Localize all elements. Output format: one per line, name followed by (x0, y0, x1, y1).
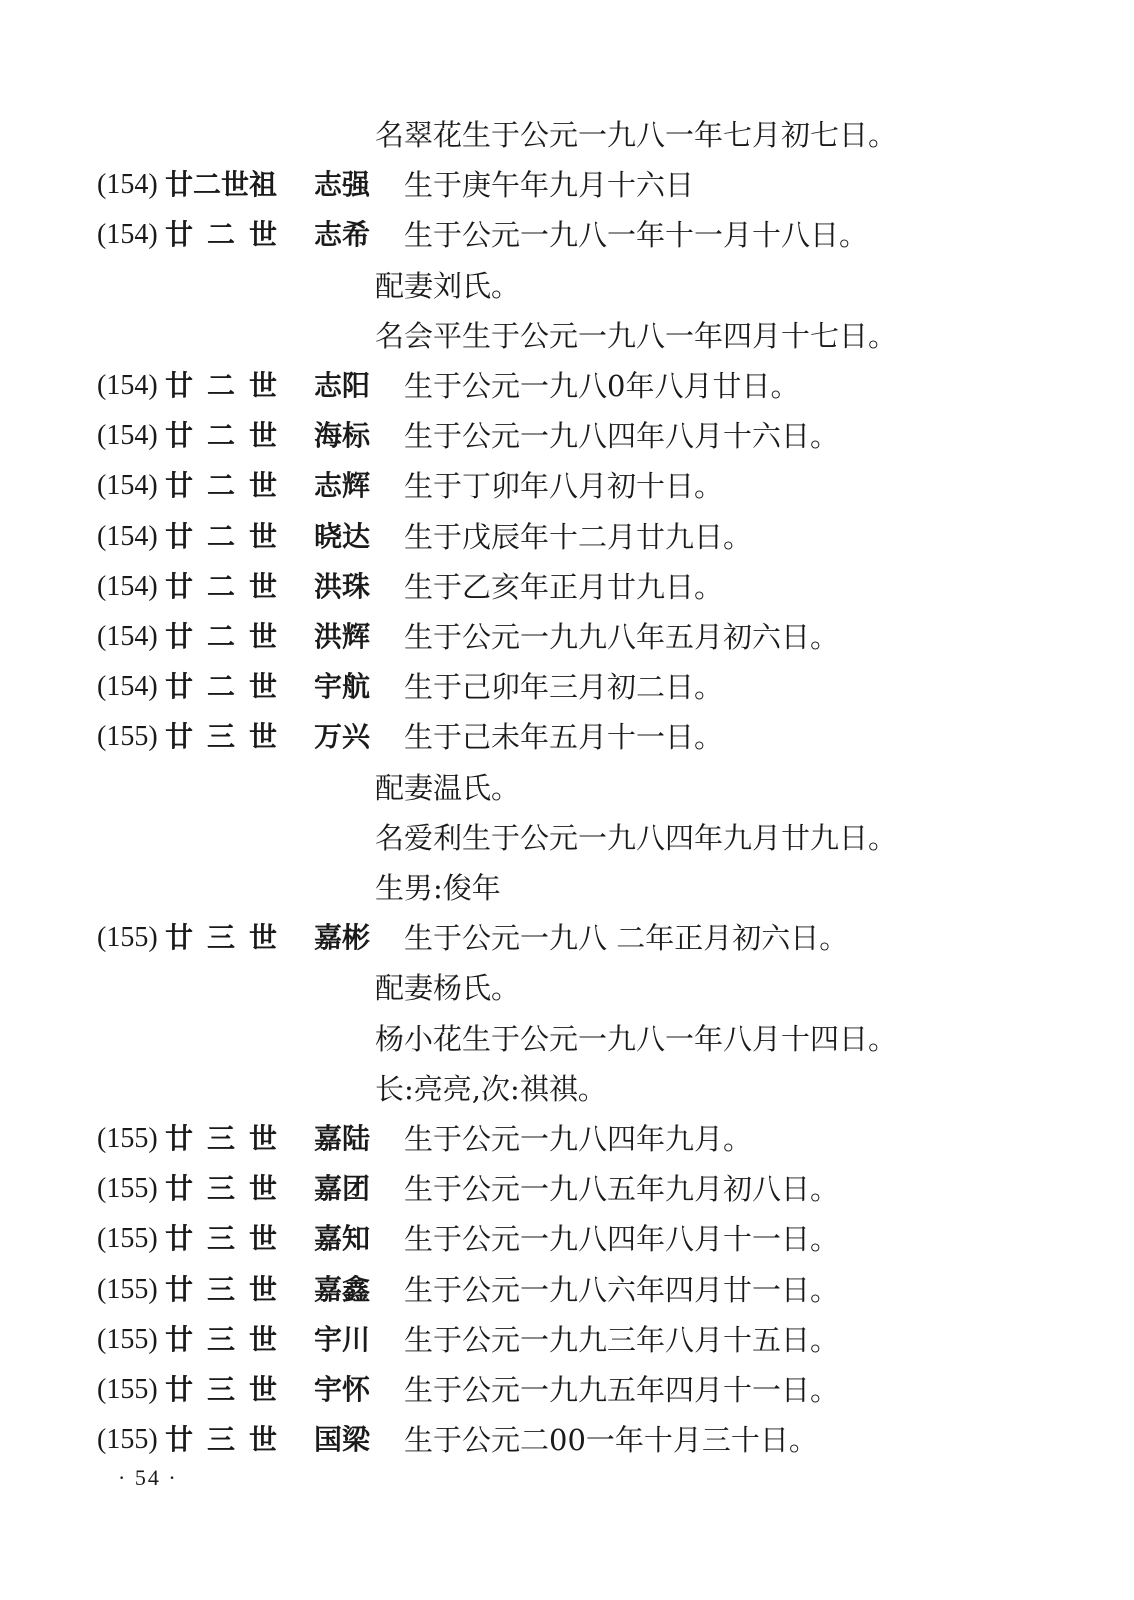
entry-name: 志强 (314, 168, 371, 202)
entry-name: 志希 (314, 218, 371, 252)
continuation-line (0, 261, 1134, 311)
entry-number: (155) (97, 1223, 158, 1255)
genealogy-entry (0, 1365, 1134, 1415)
entry-name: 宇怀 (314, 1373, 371, 1406)
entry-name: 洪珠 (314, 569, 371, 603)
continuation-text: 配妻温氏。 (375, 770, 521, 805)
entry-description: 生于公元一九九三年八月十五日。 (404, 1322, 840, 1357)
entry-name: 海标 (314, 419, 371, 453)
genealogy-entry (0, 1114, 1134, 1164)
entry-number: (154) (97, 520, 158, 552)
entry-description: 生于公元二00一年十月三十日。 (404, 1423, 818, 1458)
entry-name: 宇川 (314, 1322, 371, 1356)
continuation-line (0, 1064, 1134, 1114)
entry-generation: 廿二世 (165, 569, 292, 603)
genealogy-entry (0, 361, 1134, 411)
entry-generation: 廿三世 (165, 921, 292, 955)
entry-generation: 廿二世 (165, 419, 292, 453)
genealogy-entry (0, 210, 1134, 260)
entry-name: 洪辉 (314, 620, 371, 653)
continuation-line (0, 863, 1134, 913)
entry-description: 生于公元一九八四年九月。 (404, 1122, 753, 1156)
entry-generation: 廿三世 (165, 1122, 292, 1155)
entry-description: 生于公元一九八五年九月初八日。 (404, 1172, 840, 1207)
entry-generation: 廿二世 (165, 620, 292, 653)
entry-description: 生于公元一九八0年八月廿日。 (404, 369, 800, 403)
continuation-text: 长:亮亮,次:祺祺。 (375, 1071, 607, 1106)
entry-generation: 廿二世 (165, 369, 292, 402)
genealogy-entry (0, 1164, 1134, 1214)
continuation-text: 杨小花生于公元一九八一年八月十四日。 (375, 1021, 898, 1056)
entry-description: 生于公元一九九五年四月十一日。 (404, 1373, 840, 1407)
entry-number: (154) (97, 219, 158, 251)
page-number: · 54 · (118, 1465, 178, 1490)
entry-number: (154) (97, 420, 158, 452)
genealogy-entry (0, 1415, 1134, 1465)
entry-description: 生于庚午年九月十六日 (404, 168, 695, 203)
entry-number: (154) (97, 570, 158, 602)
genealogy-entry (0, 411, 1134, 461)
entry-number: (155) (97, 1374, 158, 1405)
genealogy-entry (0, 461, 1134, 511)
entry-description: 生于公元一九九八年五月初六日。 (404, 620, 840, 654)
entry-description: 生于公元一九八 二年正月初六日。 (404, 921, 849, 956)
entry-name: 嘉陆 (314, 1122, 371, 1155)
entry-name: 志辉 (314, 469, 371, 503)
entry-number: (155) (97, 1323, 158, 1355)
continuation-line (0, 1014, 1134, 1064)
entry-generation: 廿三世 (165, 1423, 292, 1457)
genealogy-entry (0, 612, 1134, 662)
entry-number: (155) (97, 1173, 158, 1205)
entry-name: 嘉彬 (314, 921, 371, 955)
continuation-text: 名会平生于公元一九八一年四月十七日。 (375, 318, 898, 353)
entry-description: 生于公元一九八一年十一月十八日。 (404, 218, 869, 253)
entry-name: 嘉团 (314, 1172, 371, 1206)
entry-description: 生于公元一九八四年八月十一日。 (404, 1222, 840, 1257)
entry-number: (154) (97, 169, 158, 201)
genealogy-entry (0, 562, 1134, 612)
genealogy-entry (0, 1315, 1134, 1365)
entry-generation: 廿三世 (165, 1272, 292, 1306)
continuation-line (0, 763, 1134, 813)
genealogy-entry (0, 160, 1134, 210)
entry-generation: 廿三世 (165, 1322, 292, 1356)
entry-generation: 廿二世 (165, 519, 292, 553)
entry-generation: 廿二世 (165, 670, 292, 704)
entry-number: (155) (97, 1273, 158, 1305)
entry-name: 志阳 (314, 369, 371, 402)
entry-generation: 廿二世 (165, 469, 292, 503)
entry-number: (154) (97, 671, 158, 703)
continuation-line (0, 110, 1134, 160)
entry-generation: 廿三世 (165, 720, 292, 754)
genealogy-entry (0, 662, 1134, 712)
entry-name: 嘉知 (314, 1222, 371, 1256)
entry-name: 晓达 (314, 519, 371, 553)
continuation-line (0, 311, 1134, 361)
entry-generation: 廿二世 (165, 218, 292, 252)
genealogy-entry (0, 712, 1134, 762)
entry-name: 国梁 (314, 1423, 371, 1457)
continuation-line (0, 813, 1134, 863)
entry-generation: 廿三世 (165, 1172, 292, 1206)
entry-description: 生于丁卯年八月初十日。 (404, 469, 724, 504)
entry-name: 嘉鑫 (314, 1272, 371, 1306)
entry-number: (155) (97, 1123, 158, 1154)
entry-generation: 廿二世祖 (165, 168, 278, 202)
entry-number: (155) (97, 1424, 158, 1456)
entry-description: 生于公元一九八四年八月十六日。 (404, 419, 840, 454)
continuation-text: 生男:俊年 (375, 871, 501, 905)
entry-number: (155) (97, 922, 158, 954)
continuation-text: 名翠花生于公元一九八一年七月初七日。 (375, 118, 898, 152)
genealogy-entry (0, 1265, 1134, 1315)
continuation-text: 名爱利生于公元一九八四年九月廿九日。 (375, 820, 898, 855)
entry-number: (154) (97, 470, 158, 502)
entry-name: 宇航 (314, 670, 371, 704)
genealogy-entry (0, 913, 1134, 963)
genealogy-entry (0, 1214, 1134, 1264)
entry-number: (154) (97, 621, 158, 652)
entry-description: 生于乙亥年正月廿九日。 (404, 569, 724, 604)
entry-generation: 廿三世 (165, 1373, 292, 1406)
continuation-text: 配妻杨氏。 (375, 971, 521, 1006)
continuation-line (0, 963, 1134, 1013)
entry-description: 生于己未年五月十一日。 (404, 720, 724, 755)
entry-number: (154) (97, 370, 158, 401)
continuation-text: 配妻刘氏。 (375, 268, 521, 303)
entry-generation: 廿三世 (165, 1222, 292, 1256)
entry-description: 生于戊辰年十二月廿九日。 (404, 519, 753, 554)
entry-name: 万兴 (314, 720, 371, 754)
entry-description: 生于公元一九八六年四月廿一日。 (404, 1272, 840, 1307)
entry-description: 生于己卯年三月初二日。 (404, 670, 724, 705)
genealogy-entry (0, 512, 1134, 562)
entry-number: (155) (97, 721, 158, 753)
